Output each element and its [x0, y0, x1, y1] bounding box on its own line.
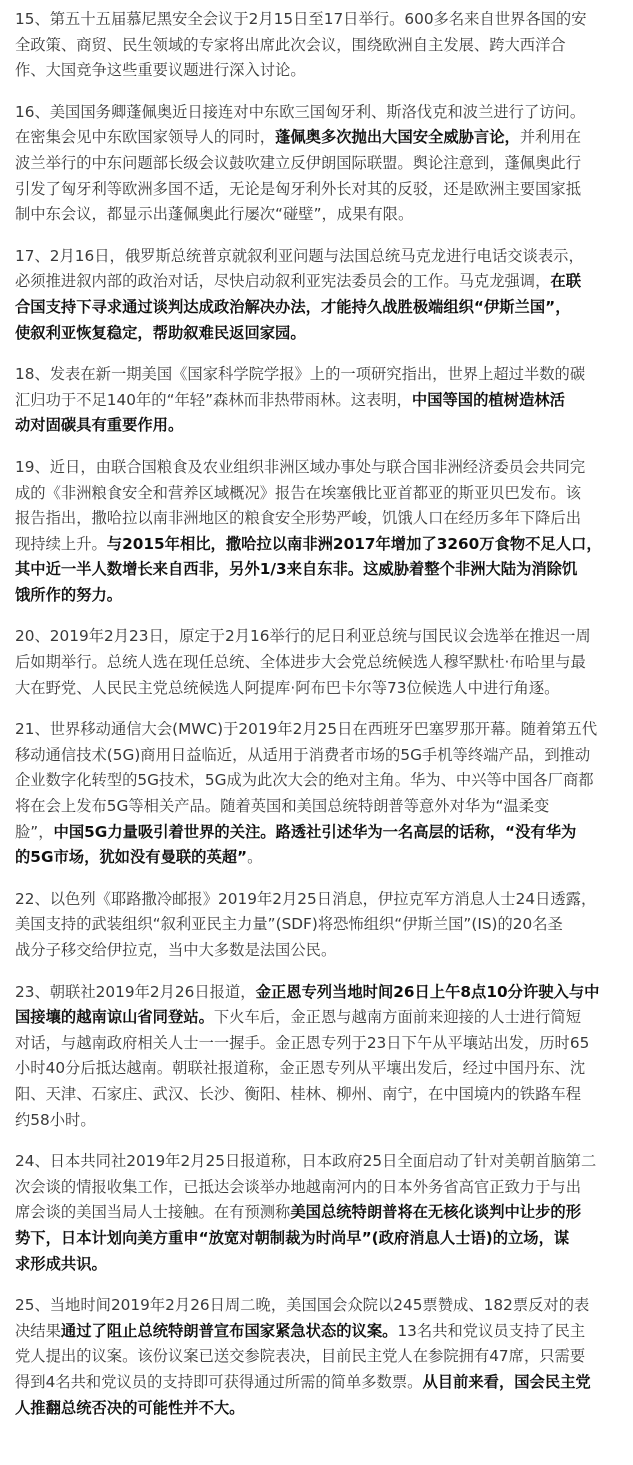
text-line [15, 388, 623, 414]
text: 决结果 [15, 1321, 61, 1340]
text-line [15, 455, 623, 481]
bold-text: 其中近一半人数增长来自西非，另外1/3来自东非。这威胁着整个非洲大陆为消除饥 [15, 560, 578, 579]
bold-text: 在联 [550, 272, 582, 291]
text: 15、第五十五届慕尼黑安全会议于2月15日至17日举行。600多名来自世界各国的安 [15, 10, 587, 28]
text-line [15, 794, 623, 820]
text: 17、2月16日，俄罗斯总统普京就叙利亚问题与法国总统马克龙进行电话交谈表示， [15, 246, 584, 265]
bold-text: 美国总统特朗普将在无核化谈判中让步的形 [290, 1203, 582, 1222]
text: 在密集会见中东欧国家领导人的同时， [15, 128, 276, 147]
bold-text: 合国支持下寻求通过谈判达成政治解决办法，才能持久战胜极端组织“伊斯兰国”， [15, 297, 571, 316]
bold-text: 动对固碳具有重要作用。 [15, 416, 184, 435]
news-item [15, 1149, 623, 1277]
text: 美国支持的武装组织“叙利亚民主力量”(SDF)将恐怖组织“伊斯兰国”(IS)的20名圣 [15, 915, 563, 934]
text: 脸”， [15, 822, 54, 841]
text-line [15, 717, 623, 743]
text-line [15, 980, 623, 1006]
news-item [15, 624, 623, 701]
text-line [15, 151, 623, 177]
text: 波兰举行的中东问题部长级会议鼓吹建立反伊朗国际联盟。舆论注意到，蓬佩奥此行 [15, 153, 581, 172]
text: 23、朝联社2019年2月26日报道， [15, 982, 256, 1001]
text: 约58小时。 [15, 1110, 96, 1129]
text-line [15, 362, 623, 388]
text-line [15, 481, 623, 507]
text-line [15, 177, 623, 203]
text-line [15, 1056, 623, 1082]
news-item [15, 100, 623, 228]
text-line [15, 887, 623, 913]
bold-text: 金正恩专列当地时间26日上午8点10分许驶入与中 [255, 982, 600, 1001]
text-line [15, 768, 623, 794]
text-line [15, 1370, 623, 1396]
bold-text: 蓬佩奥多次抛出大国安全威胁言论， [275, 128, 520, 147]
bold-text: 从目前来看，国会民主党 [422, 1372, 591, 1391]
text: 21、世界移动通信大会(MWC)于2019年2月25日在西班牙巴塞罗那开幕。随着第五代 [15, 720, 598, 739]
bold-text: 饿所作的努力。 [15, 585, 123, 604]
bold-text: 与2015年相比，撒哈拉以南非洲2017年增加了3260万食物不足人口， [106, 534, 602, 553]
bold-text: 求形成共识。 [15, 1254, 107, 1273]
bold-text: 人推翻总统否决的可能性并不大。 [15, 1398, 245, 1417]
text-line [15, 1226, 623, 1252]
text-line [15, 1108, 623, 1134]
text-line [15, 743, 623, 769]
text-line [15, 624, 623, 650]
text-line [15, 125, 623, 151]
text-line [15, 1252, 623, 1278]
news-item [15, 455, 623, 609]
bold-text: 使叙利亚恢复稳定，帮助叙难民返回家园。 [15, 323, 306, 342]
text-line [15, 1319, 623, 1345]
text: 18、发表在新一期美国《国家科学院学报》上的一项研究指出，世界上超过半数的碳 [15, 365, 586, 384]
text-line [15, 1175, 623, 1201]
text: 将在会上发布5G等相关产品。随着英国和美国总统特朗普等意外对华为“温柔变 [15, 797, 550, 816]
text-line [15, 1293, 623, 1319]
text-line [15, 506, 623, 532]
text: 次会谈的情报收集工作，已抵达会谈举办地越南河内的日本外务省高官正致力于与出 [15, 1177, 581, 1196]
text: 下火车后，金正恩与越南方面前来迎接的人士进行简短 [213, 1008, 582, 1027]
text: 20、2019年2月23日，原定于2月16举行的尼日利亚总统与国民议会选举在推迟一周 [15, 627, 591, 646]
text-line [15, 583, 623, 609]
news-item [15, 887, 623, 964]
text-line [15, 1031, 623, 1057]
bold-text: 中国等国的植树造林活 [411, 390, 565, 409]
news-item [15, 244, 623, 346]
bold-text: 通过了阻止总统特朗普宣布国家紧急状态的议案。 [60, 1321, 398, 1340]
text: 得到4名共和党议员的支持即可获得通过所需的简单多数票。 [15, 1372, 423, 1391]
text: 必须推进叙内部的政治对话，尽快启动叙利亚宪法委员会的工作。马克龙强调， [15, 272, 551, 291]
text: 作、大国竞争这些重要议题进行深入讨论。 [15, 61, 306, 80]
text-line [15, 413, 623, 439]
text: 。 [247, 848, 263, 867]
text-line [15, 244, 623, 270]
text-line [15, 1149, 623, 1175]
text: 对话，与越南政府相关人士一一握手。金正恩专列于23日下午从平壤站出发，历时65 [15, 1033, 590, 1052]
text-line [15, 321, 623, 347]
text: 16、美国国务卿蓬佩奥近日接连对中东欧三国匈牙利、斯洛伐克和波兰进行了访问。 [15, 102, 586, 121]
text: 成的《非洲粮食安全和营养区域概况》报告在埃塞俄比亚首都亚的斯亚贝巴发布。该 [15, 483, 581, 502]
text-line [15, 269, 623, 295]
news-item [15, 1293, 623, 1421]
text-line [15, 532, 623, 558]
text: 22、以色列《耶路撒冷邮报》2019年2月25日消息，伊拉克军方消息人士24日透露， [15, 889, 597, 908]
text: 党人提出的议案。该份议案已送交参院表决，目前民主党人在参院拥有47席，只需要 [15, 1347, 586, 1366]
text-line [15, 676, 623, 702]
text-line [15, 1200, 623, 1226]
text-line [15, 938, 623, 964]
text-line [15, 650, 623, 676]
bold-text: 势下，日本计划向美方重申“放宽对朝制裁为时尚早”(政府消息人士语)的立场，谋 [15, 1228, 570, 1247]
text-line [15, 1344, 623, 1370]
text-line [15, 845, 623, 871]
text-line [15, 1005, 623, 1031]
text: 19、近日，由联合国粮食及农业组织非洲区域办事处与联合国非洲经济委员会共同完 [15, 457, 586, 476]
text: 战分子移交给伊拉克，当中大多数是法国公民。 [15, 941, 337, 959]
text-line [15, 557, 623, 583]
text: 阳、天津、石家庄、武汉、长沙、衡阳、桂林、柳州、南宁，在中国境内的铁路车程 [15, 1084, 581, 1103]
text: 报告指出，撒哈拉以南非洲地区的粮食安全形势严峻，饥饿人口在经历多年下降后出 [15, 509, 581, 528]
text-line [15, 202, 623, 228]
news-item [15, 362, 623, 439]
text: 后如期举行。总统人选在现任总统、全体进步大会党总统候选人穆罕默杜·布哈里与最 [15, 653, 586, 672]
text-line [15, 1396, 623, 1422]
text: 24、日本共同社2019年2月25日报道称，日本政府25日全面启动了针对美朝首脑第二 [15, 1152, 597, 1171]
text: 并利用在 [519, 128, 582, 147]
text-line [15, 1082, 623, 1108]
text: 大在野党、人民民主党总统候选人阿提库·阿布巴卡尔等73位候选人中进行角逐。 [15, 678, 560, 697]
text: 现持续上升。 [15, 534, 107, 553]
text: 引发了匈牙利等欧洲多国不适，无论是匈牙利外长对其的反驳，还是欧洲主要国家抵 [15, 179, 581, 198]
text-line [15, 58, 623, 84]
text-line [15, 33, 623, 59]
text: 13名共和党议员支持了民主 [397, 1321, 586, 1340]
bold-text: 中国5G力量吸引着世界的关注。路透社引述华为一名高层的话称，“没有华为 [53, 822, 577, 841]
text-line [15, 820, 623, 846]
text-line [15, 7, 623, 33]
news-item [15, 7, 623, 84]
text-line [15, 912, 623, 938]
text: 制中东会议，都显示出蓬佩奥此行屡次“碰壁”，成果有限。 [15, 205, 414, 224]
text-line [15, 100, 623, 126]
text-line [15, 295, 623, 321]
text: 移动通信技术(5G)商用日益临近，从适用于消费者市场的5G手机等终端产品，到推动 [15, 745, 591, 764]
news-item [15, 980, 623, 1134]
text: 小时40分后抵达越南。朝联社报道称，金正恩专列从平壤出发后，经过中国丹东、沈 [15, 1059, 586, 1078]
news-item [15, 717, 623, 871]
text: 汇归功于不足140年的“年轻”森林而非热带雨林。这表明， [15, 390, 412, 409]
bold-text: 国接壤的越南谅山省同登站。 [15, 1008, 214, 1027]
text: 席会谈的美国当局人士接触。在有预测称 [15, 1203, 291, 1222]
text: 企业数字化转型的5G技术，5G成为此次大会的绝对主角。华为、中兴等中国各厂商都 [15, 771, 594, 790]
text: 25、当地时间2019年2月26日周二晚，美国国会众院以245票赞成、182票反对的表 [15, 1296, 590, 1315]
text: 全政策、商贸、民生领域的专家将出席此次会议，围绕欧洲自主发展、跨大西洋合 [15, 35, 566, 54]
bold-text: 的5G市场，犹如没有曼联的英超” [15, 848, 248, 867]
